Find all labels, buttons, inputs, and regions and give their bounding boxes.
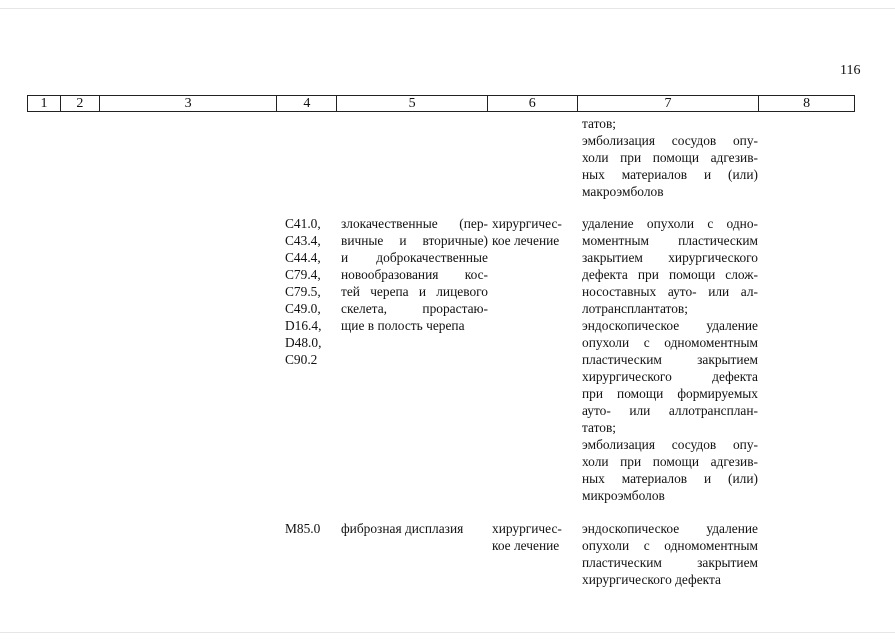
row2-codes-line: C90.2 — [285, 352, 318, 367]
row3-methods-line: опухоли с одномоментным — [582, 538, 758, 553]
row2-methods-line: ауто- или аллотрансплан- — [582, 403, 758, 418]
row2-methods-line: микроэмболов — [582, 488, 665, 503]
row1-methods-line: макроэмболов — [582, 184, 664, 199]
row2-methods-line: холи при помощи адгезив- — [582, 454, 758, 469]
row2-methods-line: закрытием хирургического — [582, 250, 758, 265]
row2-codes-line: C49.0, — [285, 301, 321, 316]
row2-treatment-type — [492, 215, 572, 249]
row2-diagnosis-line: и доброкачественные — [341, 250, 488, 265]
row2-codes-line: D16.4, — [285, 318, 322, 333]
row3-diagnosis-line: фиброзная дисплазия — [341, 521, 464, 536]
header-cell-7: 7 — [578, 96, 760, 111]
row2-methods-line: эндоскопическое удаление — [582, 318, 758, 333]
row2-methods-line: ных материалов и (или) — [582, 471, 758, 486]
row2-methods-line: хирургического дефекта — [582, 369, 758, 384]
header-cell-6: 6 — [488, 96, 578, 111]
row2-methods-line: татов; — [582, 420, 617, 435]
header-cell-2: 2 — [61, 96, 100, 111]
row2-codes-line: C43.4, — [285, 233, 321, 248]
row1-methods-line: холи при помощи адгезив- — [582, 150, 758, 165]
row1-methods-line: эмболизация сосудов опу- — [582, 133, 758, 148]
header-cell-1: 1 — [28, 96, 61, 111]
row2-methods — [582, 215, 758, 504]
row2-diagnosis — [341, 215, 488, 334]
row1-methods-line: ных материалов и (или) — [582, 167, 758, 182]
row2-methods-line: моментным пластическим — [582, 233, 758, 248]
header-cell-4: 4 — [277, 96, 337, 111]
row2-treatment-type-line: хирургичес- — [492, 216, 562, 231]
row2-diagnosis-line: тей черепа и лицевого — [341, 284, 488, 299]
scan-edge-bottom — [0, 632, 895, 633]
row2-methods-line: опухоли с одномоментным — [582, 335, 758, 350]
row2-diagnosis-line: скелета, прорастаю- — [341, 301, 488, 316]
header-cell-5: 5 — [337, 96, 488, 111]
page-number: 116 — [840, 63, 861, 78]
row2-methods-line: пластическим закрытием — [582, 352, 758, 367]
row2-methods-line: лотрансплантатов; — [582, 301, 688, 316]
row3-diagnosis — [341, 520, 488, 537]
row3-treatment-type-line: кое лечение — [492, 538, 560, 553]
row2-methods-line: удаление опухоли с одно- — [582, 216, 758, 231]
row2-diagnosis-line: новообразования кос- — [341, 267, 488, 282]
row2-diagnosis-line: злокачественные (пер- — [341, 216, 488, 231]
row3-codes-line: M85.0 — [285, 521, 321, 536]
header-cell-3: 3 — [100, 96, 278, 111]
row2-codes-line: C44.4, — [285, 250, 321, 265]
row3-methods — [582, 520, 758, 588]
row2-codes-line: C79.5, — [285, 284, 321, 299]
row3-methods-line: эндоскопическое удаление — [582, 521, 758, 536]
row2-methods-line: при помощи формируемых — [582, 386, 758, 401]
scan-edge-top — [0, 8, 895, 9]
row3-treatment-type-line: хирургичес- — [492, 521, 562, 536]
row2-methods-line: носоставных ауто- или ал- — [582, 284, 758, 299]
row2-codes — [285, 215, 337, 368]
row2-codes-line: D48.0, — [285, 335, 322, 350]
row2-diagnosis-line: вичные и вторичные) — [341, 233, 488, 248]
row3-treatment-type — [492, 520, 572, 554]
row2-diagnosis-line: щие в полость черепа — [341, 318, 465, 333]
row2-codes-line: C79.4, — [285, 267, 321, 282]
row3-methods-line: пластическим закрытием — [582, 555, 758, 570]
row2-methods-line: эмболизация сосудов опу- — [582, 437, 758, 452]
row2-methods-line: дефекта при помощи слож- — [582, 267, 758, 282]
row3-codes — [285, 520, 337, 537]
row1-methods — [582, 115, 758, 200]
row2-treatment-type-line: кое лечение — [492, 233, 560, 248]
table-header-row — [27, 95, 855, 112]
row1-methods-line: татов; — [582, 116, 617, 131]
row2-codes-line: C41.0, — [285, 216, 321, 231]
row3-methods-line: хирургического дефекта — [582, 572, 721, 587]
header-cell-8: 8 — [803, 96, 811, 111]
